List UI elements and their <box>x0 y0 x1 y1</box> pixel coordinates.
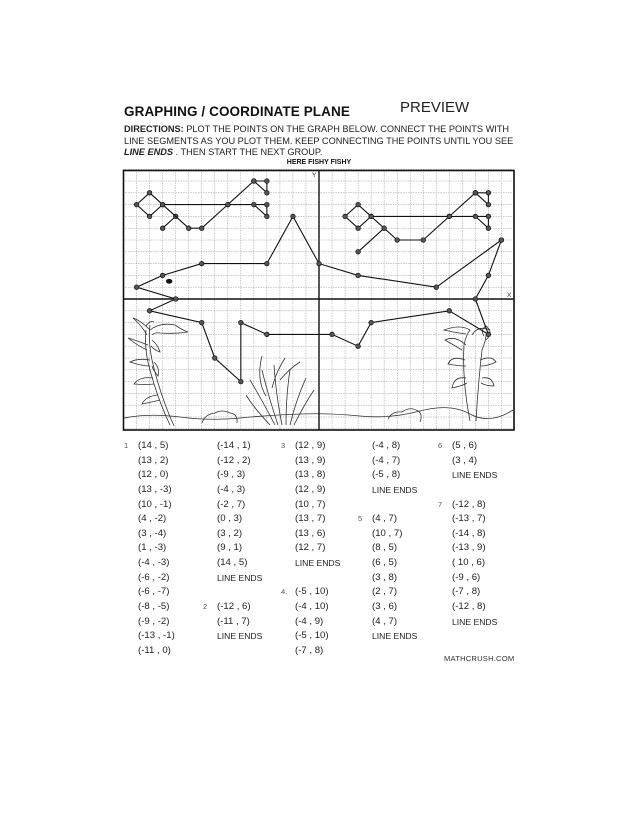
coordinate-column-5 <box>438 439 498 629</box>
plot-point <box>212 356 217 361</box>
coordinate-item: (-6 , -7) <box>138 586 170 598</box>
coordinate-item: (-13 , -1) <box>138 630 175 642</box>
directions-label: DIRECTIONS: <box>124 124 184 134</box>
plot-point <box>265 179 270 184</box>
line-ends-marker: LINE ENDS <box>217 572 263 583</box>
coordinate-item: 4. (-5 , 10) <box>295 585 340 600</box>
plot-point <box>486 214 491 219</box>
coordinate-item: (-11 , 7) <box>217 615 250 627</box>
line-ends-marker: LINE ENDS <box>372 484 418 495</box>
plot-point <box>447 309 452 314</box>
plot-point <box>473 214 478 219</box>
coordinate-item: (13 , 9) <box>295 454 326 466</box>
plot-point <box>434 285 439 290</box>
coordinate-item: 6 (5 , 6) <box>452 439 497 454</box>
coordinate-item: (-9 , 3) <box>217 469 246 481</box>
coordinate-item: (-4 , -3) <box>138 557 170 569</box>
group-7-path <box>137 193 228 228</box>
coordinate-item: (-7 , 8) <box>452 586 481 598</box>
coordinate-column-2 <box>203 439 263 644</box>
y-axis-label: Y <box>312 172 317 179</box>
graph-title-text: HERE FISHY FISHY <box>286 159 352 166</box>
plot-point <box>252 202 257 207</box>
line-ends-marker: LINE ENDS <box>452 616 498 627</box>
plot-point <box>395 238 400 243</box>
plot-point <box>486 273 491 278</box>
plot-point <box>486 191 491 196</box>
plot-point <box>486 226 491 231</box>
plot-point <box>382 226 387 231</box>
plot-point <box>239 379 244 384</box>
x-axis-label: X <box>507 292 512 299</box>
plot-point <box>265 191 270 196</box>
group-5-path <box>345 205 449 240</box>
coordinate-item: (-14 , 8) <box>452 527 486 539</box>
coordinate-item: ( 10 , 6) <box>452 557 486 569</box>
group-4-path <box>228 181 267 216</box>
plot-point <box>147 191 152 196</box>
coordinate-item: (-12 , 8) <box>452 601 486 613</box>
directions-body-2: . THEN START THE NEXT GROUP. <box>173 147 323 158</box>
coordinate-item <box>452 483 497 498</box>
plot-point <box>265 332 270 337</box>
coordinate-item <box>295 571 340 586</box>
coordinate-item: (-13 , 9) <box>452 542 486 554</box>
plot-point <box>291 214 296 219</box>
coordinate-column-1 <box>124 439 175 659</box>
coordinate-item: 7 (-12 , 8) <box>452 498 497 513</box>
plot-point <box>317 261 322 266</box>
coordinate-item: (3 , -4) <box>138 527 167 539</box>
plot-point <box>199 320 204 325</box>
plot-point <box>356 226 361 231</box>
coordinate-item: (-6 , -2) <box>138 571 170 583</box>
plot-point <box>330 332 335 337</box>
coordinate-item: (4 , -2) <box>138 513 167 525</box>
coordinate-item: (3 , 4) <box>452 454 478 466</box>
group-3-path <box>449 193 488 228</box>
coordinate-item: 5 (4 , 7) <box>372 512 417 527</box>
plot-point <box>252 179 257 184</box>
group-number: 2 <box>203 602 208 612</box>
preview-label: PREVIEW <box>400 99 470 116</box>
coordinate-item: (14 , 5) <box>217 557 248 569</box>
plot-point <box>369 320 374 325</box>
plot-point <box>343 214 348 219</box>
directions-body-1: PLOT THE POINTS ON THE GRAPH BELOW. CONNECT THE POINTS WITH LINE SEGMENTS AS YOU PLOT THEM. KEEP CONNECTING THE POINTS UNTIL YOU SEE <box>124 124 514 146</box>
coordinate-item: (-4 , 7) <box>372 454 401 466</box>
plot-point <box>356 273 361 278</box>
rock-right <box>388 409 421 422</box>
plot-point <box>486 332 491 337</box>
plot-point <box>199 226 204 231</box>
coordinate-item: (-8 , -5) <box>138 601 170 613</box>
line-ends-marker: LINE ENDS <box>295 558 341 569</box>
coordinate-item: (10 , 7) <box>295 498 326 510</box>
coordinate-item: (-2 , 7) <box>217 498 246 510</box>
plot-point <box>265 214 270 219</box>
coordinate-item: (10 , 7) <box>372 527 403 539</box>
line-ends-marker: LINE ENDS <box>452 470 498 481</box>
group-number: 5 <box>358 514 363 524</box>
coordinate-item: (6 , 5) <box>372 557 398 569</box>
coordinate-item <box>372 498 417 513</box>
coordinate-item: (-4 , 8) <box>372 440 401 451</box>
coordinate-item: (10 , -1) <box>138 498 172 510</box>
coordinate-item: (-12 , 2) <box>217 454 251 466</box>
coordinate-item: (-11 , 0) <box>138 644 171 656</box>
coordinate-item: (3 , 2) <box>217 527 243 539</box>
plot-point <box>447 214 452 219</box>
line-ends-emphasis: LINE ENDS <box>124 147 174 158</box>
plot-point <box>160 226 165 231</box>
plot-point <box>473 297 478 302</box>
plot-point <box>147 214 152 219</box>
worksheet-title: GRAPHING / COORDINATE PLANE <box>124 104 350 119</box>
coordinate-item: (9 , 1) <box>217 542 243 554</box>
coordinate-item: (2 , 7) <box>372 586 398 598</box>
coordinate-item: (4 , 7) <box>372 615 398 627</box>
plot-point <box>356 344 361 349</box>
coordinate-item: (13 , 2) <box>138 454 169 466</box>
plot-point <box>160 202 165 207</box>
plot-point <box>199 261 204 266</box>
coordinate-item: (-7 , 8) <box>295 644 324 656</box>
coordinate-item: 1 (14 , 5) <box>138 439 175 454</box>
coordinate-item: (8 , 5) <box>372 542 398 554</box>
coordinate-item: (-13 , 7) <box>452 513 486 525</box>
coordinate-item: (13 , 6) <box>295 527 326 539</box>
plot-point <box>186 226 191 231</box>
plot-point <box>499 238 504 243</box>
coordinate-item: (-9 , 6) <box>452 571 481 583</box>
coordinate-item: (-14 , 1) <box>217 440 251 451</box>
plot-point <box>160 273 165 278</box>
plot-point <box>356 202 361 207</box>
coordinate-item: (13 , -3) <box>138 483 172 495</box>
coordinate-item: (-5 , 10) <box>295 630 329 642</box>
plot-point <box>134 202 139 207</box>
coordinate-item: (1 , -3) <box>138 542 167 554</box>
coordinate-column-3 <box>281 439 341 659</box>
coordinate-item: (-4 , 9) <box>295 615 324 627</box>
coordinate-item: (3 , 6) <box>372 601 398 613</box>
footer-site: MATHCRUSH.COM <box>444 654 515 663</box>
plot-point <box>173 297 178 302</box>
coordinate-item <box>217 585 262 600</box>
coordinate-item: 3 (12 , 9) <box>295 439 340 454</box>
plot-point <box>134 285 139 290</box>
plot-point <box>225 202 230 207</box>
plot-point <box>239 320 244 325</box>
coordinate-item: (12 , 9) <box>295 483 326 495</box>
group-number: 1 <box>124 441 129 450</box>
coordinate-column-4 <box>358 439 418 644</box>
group-number: 4. <box>281 587 288 597</box>
plot-point <box>421 238 426 243</box>
coordinate-item: (-9 , -2) <box>138 615 170 627</box>
plot-point <box>265 202 270 207</box>
plot-point <box>486 202 491 207</box>
plot-point <box>265 261 270 266</box>
coordinate-item: 2 (-12 , 6) <box>217 600 262 615</box>
coordinate-item: (13 , 7) <box>295 513 326 525</box>
group-number: 7 <box>438 499 443 509</box>
line-ends-marker: LINE ENDS <box>217 631 263 642</box>
coordinate-item: (3 , 8) <box>372 571 398 583</box>
plot-point <box>369 214 374 219</box>
group-number: 6 <box>438 441 443 450</box>
coordinate-item: (-4 , 3) <box>217 483 246 495</box>
plot-point <box>147 309 152 314</box>
coordinate-item: (13 , 8) <box>295 469 326 481</box>
fish-eye <box>166 279 172 284</box>
coordinate-item: (12 , 0) <box>138 469 169 481</box>
coordinate-item: (0 , 3) <box>217 513 243 525</box>
plot-point <box>356 250 361 255</box>
coordinate-item: (-5 , 8) <box>372 469 401 481</box>
line-ends-marker: LINE ENDS <box>372 631 418 642</box>
coordinate-item: (-4 , 10) <box>295 601 329 613</box>
coordinate-item: (12 , 7) <box>295 542 326 554</box>
plot-point <box>473 191 478 196</box>
group-number: 3 <box>281 441 286 450</box>
